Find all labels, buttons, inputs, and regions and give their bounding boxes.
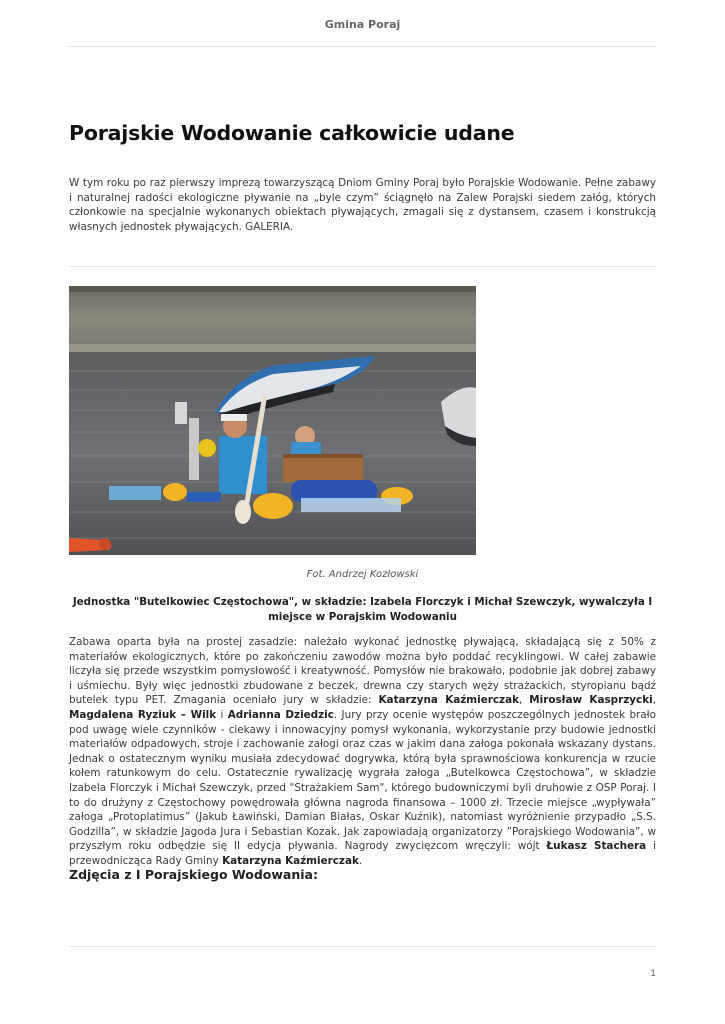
jury-member: Magdalena Ryziuk – Wilk: [69, 708, 217, 721]
body-text-part: Zabawa oparta była na prostej zasadzie: należało wykonać jednostkę pływającą, składającą się z 50% z materiałów ekologicznych, które po zakończeniu zawodów można było poddać recyklingowi. W całej zabawie liczyła się przede wszystkim pomysłowość i kreatywność. Pomysłów nie brakowało, podobnie jak dobrej zabawy i uśmiechu. Były więc jednostki zbudowane z beczek, drewna czy starych węży strażackich, styropianu bądź butelek typu PET. Zmagania oceniało jury w składzie:: [69, 636, 656, 707]
article-title: Porajskie Wodowanie całkowicie udane: [69, 121, 515, 145]
body-text-part: . Jury przy ocenie występów poszczególnych jednostek brało pod uwagę wiele czynników - ciekawy i innowacyjny pomysł wykonania, wykorzystanie przy budowie jednostki materiałów odpadowych, stroje i zachowanie załogi oraz czas w jakim dana załoga pokonała wskazany dystans. Jednak o ostatecznym wyniku musiała zdecydować dogrywka, którą była sprawnościowa konkurencja w rzucie kołem ratunkowym do celu. Ostatecznie rywalizację wygrała załoga „Butelkowca Częstochowa”, w składzie Izabela Florczyk i Michał Szewczyk, przed "Strażakiem Sam", którego budowniczymi byli druhowie z OSP Poraj. I to do drużyny z Częstochowy powędrowała główna nagroda finansowa – 1000 zł. Trzecie miejsce „wypływała” załoga „Protoplatimus” (Jakub Ławiński, Damian Białas, Oskar Kuźnik), natomiast wyróżnienie przypadło „S.S. Godzilla”, w składzie Jagoda Jura i Sebastian Kozak. Jak zapowiadają organizatorzy ”Porajskiego Wodowania”, w przyszłym roku odbędzie się II edycja pływania. Nagrody zwycięzcom wręczyli: wójt: [69, 708, 656, 853]
footer-divider: [69, 946, 656, 947]
page-number: 1: [650, 969, 656, 979]
jury-member: Mirosław Kasprzycki: [529, 694, 653, 707]
article-photo: [69, 286, 476, 555]
site-name: Gmina Poraj: [324, 18, 401, 31]
body-text-part: ,: [519, 694, 530, 707]
gallery-heading: Zdjęcia z I Porajskiego Wodowania:: [69, 867, 318, 882]
body-text-part: i: [216, 708, 228, 721]
council-chair-name: Katarzyna Kaźmierczak: [222, 854, 359, 867]
mayor-name: Łukasz Stachera: [546, 840, 647, 853]
header-divider: [69, 46, 656, 47]
article-intro: W tym roku po raz pierwszy imprezą towarzyszącą Dniom Gminy Poraj było Porajskie Wodowanie. Pełne zabawy i naturalnej radości ekologiczne pływanie na „byle czym” ściągnęło na Zalew Porajski siedem załóg, których członkowie na specjalnie wykonanych obiektach pływających, zmagali się z dystansem, czasem i konstrukcją własnych jednostek pływających. GALERIA.: [69, 177, 656, 233]
intro-divider: [69, 266, 656, 267]
article-body: [69, 635, 656, 869]
body-text-part: .: [358, 854, 363, 867]
jury-member: Katarzyna Kaźmierczak: [378, 694, 519, 707]
body-text-part: i przewodnicząca Rady Gminy: [69, 840, 656, 867]
body-text-part: ,: [652, 694, 656, 707]
photo-subtitle: Jednostka "Butelkowiec Częstochowa", w składzie: Izabela Florczyk i Michał Szewczyk, wywalczyła I miejsce w Porajskim Wodowaniu: [72, 596, 653, 623]
jury-member: Adrianna Dziedzic: [227, 708, 334, 721]
photo-caption: Fot. Andrzej Kozłowski: [306, 569, 419, 580]
